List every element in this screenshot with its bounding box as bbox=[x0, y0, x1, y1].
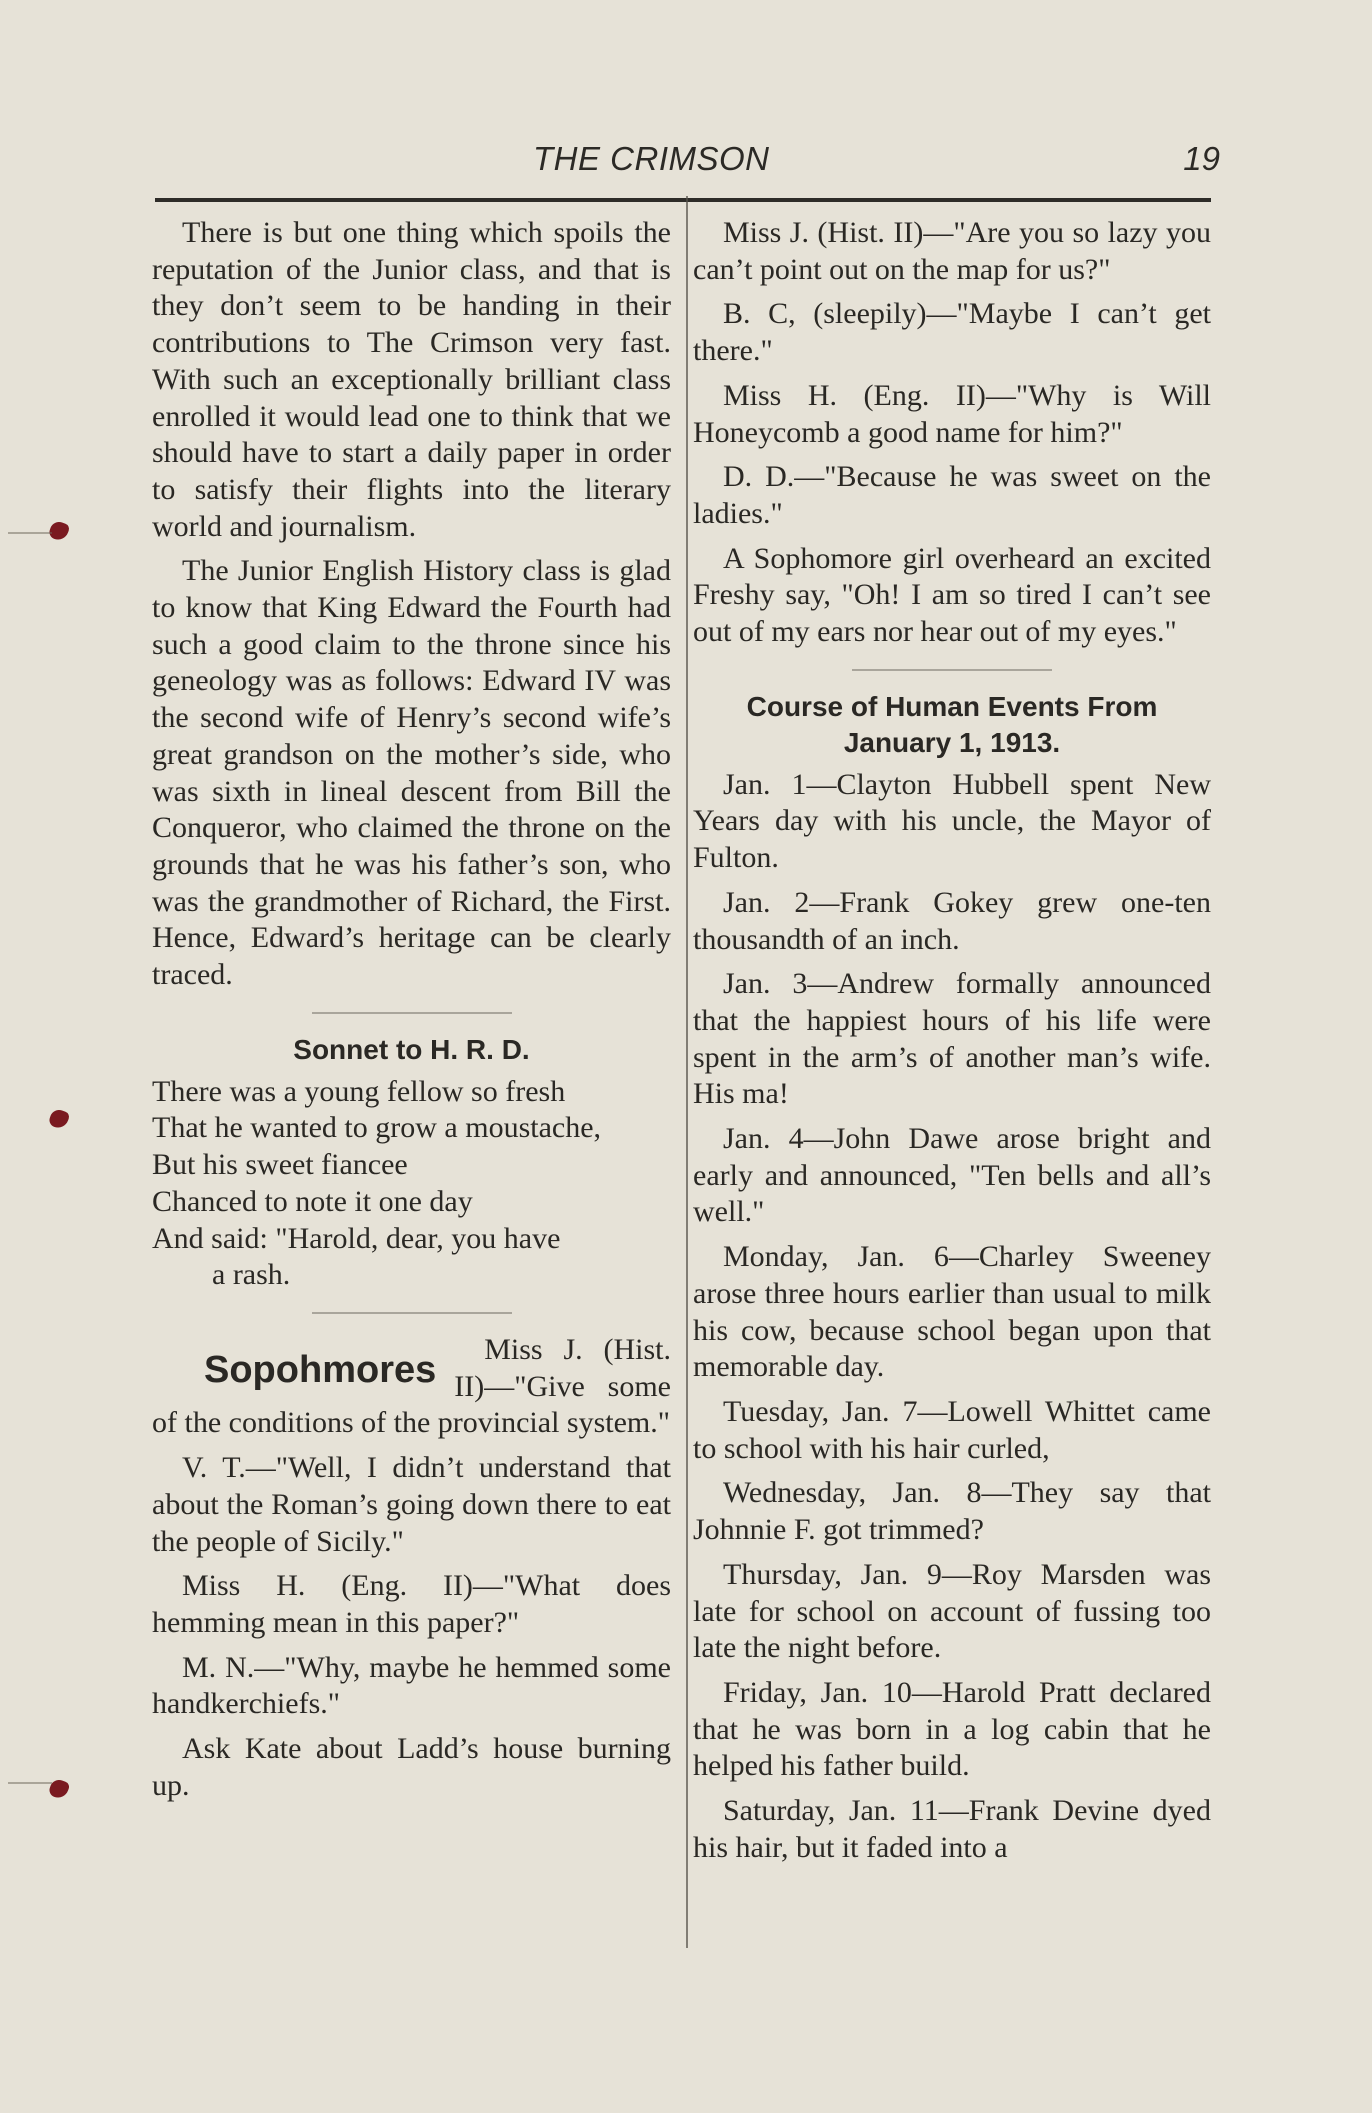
course-of-events-heading: Course of Human Events From January 1, 1913. bbox=[746, 690, 1158, 758]
header-rule bbox=[155, 198, 1211, 202]
binding-pin-mark bbox=[47, 1777, 70, 1800]
paragraph-text: Miss J. (Hist. II)—"Give some of the conditions of the provincial system." bbox=[152, 1332, 671, 1440]
paragraph-map: Miss J. (Hist. II)—"Are you so lazy you can’t point out on the map for us?" bbox=[693, 216, 1211, 286]
paragraph-sleepily: B. C, (sleepily)—"Maybe I can’t get there." bbox=[693, 297, 1211, 368]
binding-pin-mark bbox=[47, 1107, 70, 1130]
section-divider bbox=[312, 1012, 512, 1014]
poem-line-continuation: a rash. bbox=[212, 1258, 291, 1292]
event-entry: Monday, Jan. 6—Charley Sweeney arose three hours earlier than usual to milk his cow, because school began upon that memorable day. bbox=[693, 1240, 1211, 1384]
paragraph-edward-geneology: The Junior English History class is glad to know that King Edward the Fourth had such a good claim to the throne since his geneology was as follows: Edward IV was the second wife of Henry’s second wife’s great grandson on the mother’s side, who was sixth in lineal descent from Bill the Conqueror, who claimed the throne on the grounds that he was his father’s son, who was the grandmother of Richard, the First. Hence, Edward’s heritage can be clearly traced. bbox=[152, 554, 671, 992]
event-entry: Wednesday, Jan. 8—They say that Johnnie F. got trimmed? bbox=[693, 1476, 1211, 1547]
paragraph-ladds-house: Ask Kate about Ladd’s house burning up. bbox=[152, 1732, 671, 1802]
event-entry: Jan. 2—Frank Gokey grew one-ten thousandth of an inch. bbox=[693, 885, 1211, 956]
binding-pin-mark bbox=[47, 519, 70, 542]
event-entry: Friday, Jan. 10—Harold Pratt declared that he was born in a log cabin that he helped his father build. bbox=[693, 1675, 1211, 1783]
left-column bbox=[152, 215, 671, 1812]
paragraph-hemming: Miss H. (Eng. II)—"What does hemming mean in this paper?" bbox=[152, 1569, 671, 1639]
poem-line: There was a young fellow so fresh bbox=[152, 1074, 566, 1108]
page-number: 19 bbox=[1183, 140, 1220, 177]
paragraph-sweet-on-ladies: D. D.—"Because he was sweet on the ladies." bbox=[693, 460, 1211, 530]
section-divider bbox=[852, 669, 1052, 671]
poem-line: And said: "Harold, dear, you have bbox=[152, 1221, 561, 1255]
paragraph-sicily: V. T.—"Well, I didn’t understand that about the Roman’s going down there to eat the people of Sicily." bbox=[152, 1451, 671, 1558]
binding-mark-line bbox=[8, 1782, 52, 1784]
section-divider bbox=[312, 1312, 512, 1314]
sonnet-poem bbox=[152, 1074, 671, 1294]
paragraph-handkerchiefs: M. N.—"Why, maybe he hemmed some handkerchiefs." bbox=[152, 1650, 671, 1721]
event-entry: Jan. 4—John Dawe arose bright and early and announced, "Ten bells and all’s well." bbox=[693, 1122, 1211, 1229]
event-entry: Tuesday, Jan. 7—Lowell Whittet came to school with his hair curled, bbox=[693, 1394, 1211, 1465]
paragraph-junior-contributions: There is but one thing which spoils the reputation of the Junior class, and that is they don’t seem to be handing in their contributions to The Crimson very fast. With such an exceptionally brilliant class enrolled it would lead one to think that we should have to start a daily paper in order to satisfy their flights into the literary world and journalism. bbox=[152, 216, 671, 543]
event-entry: Thursday, Jan. 9—Roy Marsden was late for school on account of fussing too late the night before. bbox=[693, 1557, 1211, 1665]
column-divider bbox=[686, 196, 688, 1948]
magazine-title: THE CRIMSON bbox=[533, 140, 770, 177]
paragraph-freshy: A Sophomore girl overheard an excited Freshy say, "Oh! I am so tired I can’t see out of my ears nor hear out of my eyes." bbox=[693, 541, 1211, 649]
poem-line: But his sweet fiancee bbox=[152, 1148, 408, 1182]
paragraph-provincial-system bbox=[152, 1332, 671, 1442]
poem-line: Chanced to note it one day bbox=[152, 1184, 473, 1218]
binding-mark-line bbox=[8, 532, 52, 534]
event-entry: Jan. 3—Andrew formally announced that the happiest hours of his life were spent in the arm’s of another man’s wife. His ma! bbox=[693, 967, 1211, 1111]
running-header bbox=[150, 132, 1220, 180]
paragraph-honeycomb: Miss H. (Eng. II)—"Why is Will Honeycomb a good name for him?" bbox=[693, 378, 1211, 449]
sonnet-heading: Sonnet to H. R. D. bbox=[293, 1033, 530, 1065]
event-entry: Jan. 1—Clayton Hubbell spent New Years day with his uncle, the Mayor of Fulton. bbox=[693, 767, 1211, 875]
event-entry: Saturday, Jan. 11—Frank Devine dyed his hair, but it faded into a bbox=[693, 1794, 1211, 1864]
right-column bbox=[693, 215, 1211, 1874]
sophomores-heading: Sopohmores bbox=[204, 1348, 437, 1391]
poem-line: That he wanted to grow a moustache, bbox=[152, 1111, 602, 1145]
